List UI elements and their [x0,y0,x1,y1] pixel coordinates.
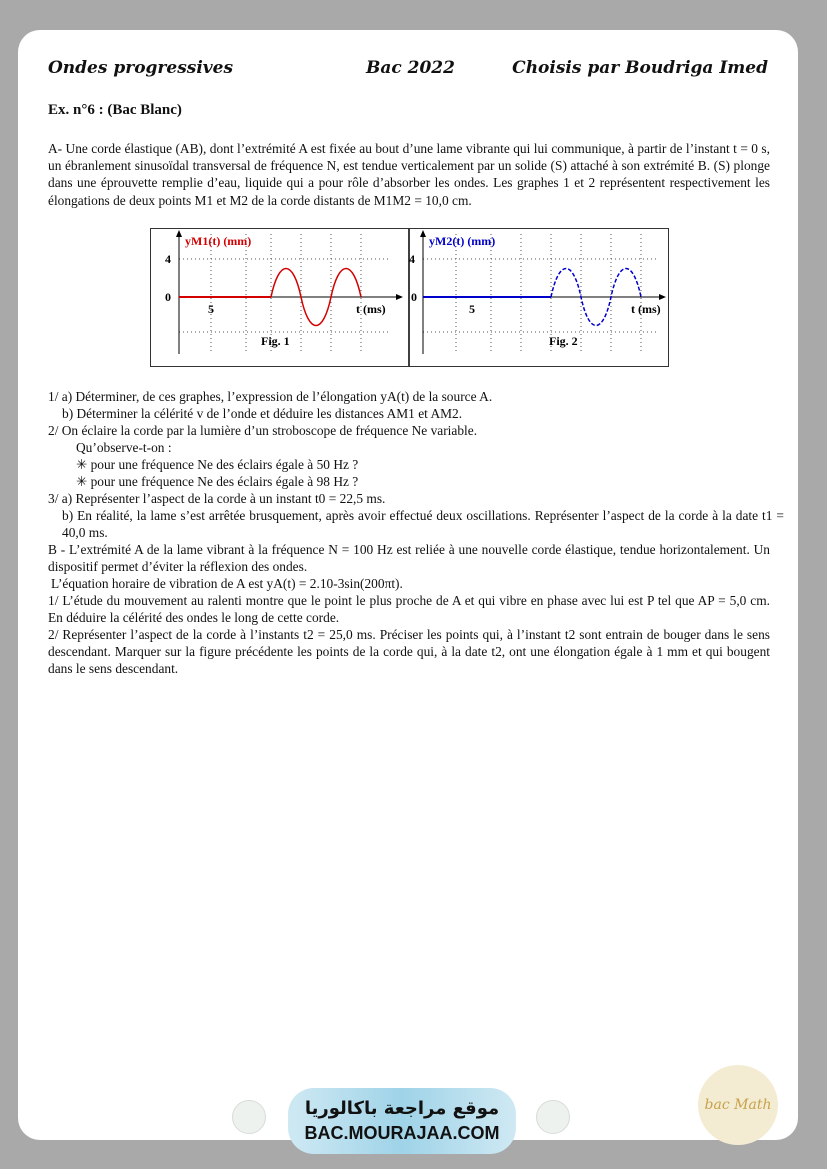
header-topic: Ondes progressives [48,58,234,78]
fig1-tick-x: 5 [208,302,214,316]
page-sheet [18,30,798,1143]
footer-arabic-title: موقع مراجعة باكالوريا [304,1098,500,1119]
fig1-xlabel: t (ms) [356,302,386,316]
fig2-zero: 0 [411,290,417,304]
question-3a: 3/ a) Représenter l’aspect de la corde à un instant t0 = 22,5 ms. [48,491,386,506]
fig1-ylabel: yM1(t) (mm) [185,234,252,248]
footer-banner[interactable] [288,1088,516,1154]
header-author: Choisis par Boudriga Imed [512,58,768,78]
figure-graphs [150,228,669,367]
question-2-case2: ✳ pour une fréquence Ne des éclairs égale à 98 Hz ? [76,474,359,489]
fig2-ylabel: yM2(t) (mm) [429,234,496,248]
fig2-tick-y: 4 [409,252,415,266]
part-b-question-1: 1/ L’étude du mouvement au ralenti montre que le point le plus proche de A et qui vibre en phase avec lui est P tel que AP = 5,0 cm. En déduire la célérité des ondes le long de cette corde. [48,593,770,626]
exercise-title: Ex. n°6 : (Bac Blanc) [48,102,182,118]
question-2-prompt: Qu’observe-t-on : [76,440,172,455]
fig2-caption: Fig. 2 [549,334,578,348]
footer-url[interactable]: BAC.MOURAJAA.COM [304,1123,500,1143]
fig1-zero: 0 [165,290,171,304]
part-b-intro: B - L’extrémité A de la lame vibrant à la fréquence N = 100 Hz est reliée à une nouvelle corde élastique, tendue horizontalement. Un dispositif permet d’éviter la réflexion des ondes. [48,542,770,575]
fig2-xlabel: t (ms) [631,302,661,316]
question-1a: 1/ a) Déterminer, de ces graphes, l’expression de l’élongation yA(t) de la source A. [48,389,493,404]
graph-fig1 [151,229,403,354]
part-b-equation: L’équation horaire de vibration de A est yA(t) = 2.10-3sin(200πt). [51,576,403,591]
site-logo-left [232,1100,266,1134]
header-year: Bac 2022 [366,58,455,78]
question-2-case1: ✳ pour une fréquence Ne des éclairs égale à 50 Hz ? [76,457,359,472]
bac-math-badge: bac Math [698,1065,778,1145]
question-1b: b) Déterminer la célérité v de l’onde et déduire les distances AM1 et AM2. [62,406,463,421]
question-3b: b) En réalité, la lame s’est arrêtée brusquement, après avoir effectué deux oscillations. Représenter l’aspect de la corde à la date t1 = 40,0 ms. [62,508,784,541]
page-header [48,58,768,88]
question-2: 2/ On éclaire la corde par la lumière d’un stroboscope de fréquence Ne variable. [48,423,478,438]
graph-fig2 [409,230,666,354]
intro-paragraph: A- Une corde élastique (AB), dont l’extrémité A est fixée au bout d’une lame vibrante qui lui communique, à partir de l’instant t = 0 s, un ébranlement sinusoïdal transversal de fréquence N, est tendue verticalement par un solide (S) attaché à son extrémité B. (S) plonge dans une éprouvette remplie d’eau, liquide qui a pour rôle d’absorber les ondes. Les graphes 1 et 2 représentent respectivement les élongations de deux points M1 et M2 de la corde distants de M1M2 = 10,0 cm. [48,141,770,208]
site-logo-right [536,1100,570,1134]
part-b-question-2: 2/ Représenter l’aspect de la corde à l’instants t2 = 25,0 ms. Préciser les points qui, à l’instant t2 sont entrain de bouger dans le sens descendant. Marquer sur la figure précédente les points de la corde qui, à la date t2, ont une élongation égale à 1 mm et qui bougent dans le sens descendant. [48,627,770,677]
fig2-tick-x: 5 [469,302,475,316]
fig1-tick-y: 4 [165,252,171,266]
fig1-caption: Fig. 1 [261,334,290,348]
